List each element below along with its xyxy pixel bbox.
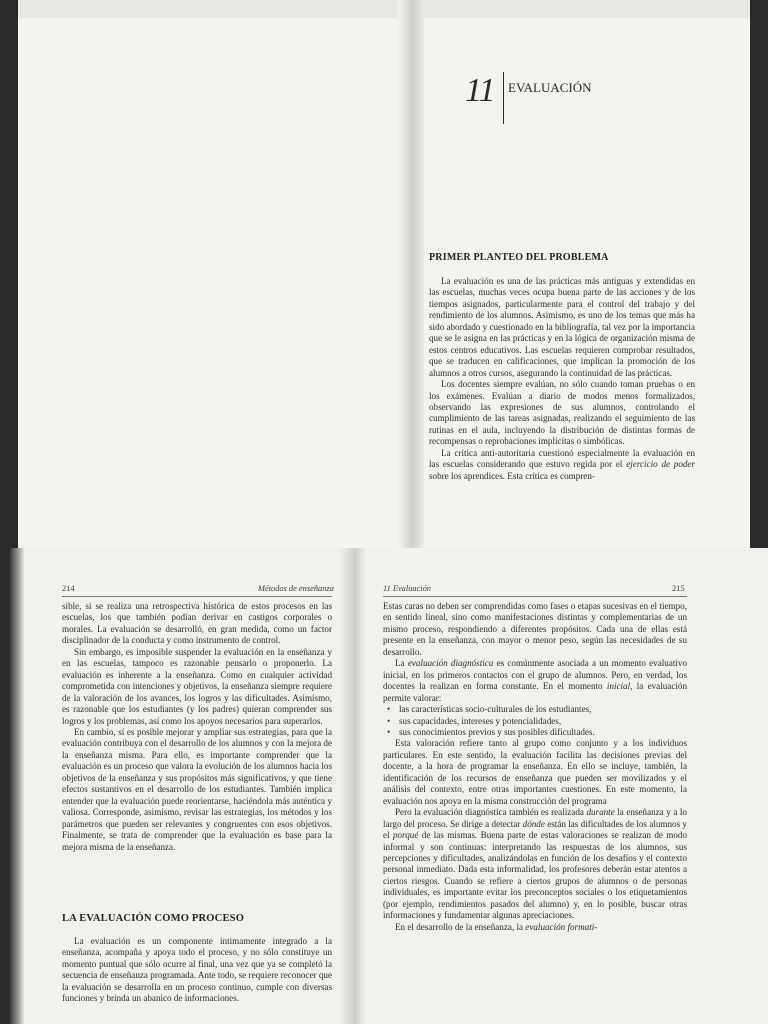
paragraph: La evaluación es un componente íntimamente integrado a la enseñanza, acompaña y apoya todo el proceso, y no sólo constituye un momento puntual que sólo ocurre al final, una vez que ya se completó la secuencia de enseñanza programada. Ante todo, se requiere reconocer que la evaluación se desarrolla en un proceso continuo, cumple con diversas funciones y brinda un abanico de informaciones. [62, 936, 332, 1004]
paragraph: sible, si se realiza una retrospectiva histórica de estos procesos en las escuelas, los que también podían derivar en castigos corporales o morales. La evaluación se desarrolló, en gran medida, como un factor disciplinador de la conducta y como instrumento de control. [62, 601, 332, 646]
list-item: • sus capacidades, intereses y potencialidades, [393, 716, 687, 727]
chapter-title: EVALUACIÓN [508, 80, 592, 95]
page-number: 215 [672, 584, 685, 593]
running-head: 11 Evaluación [383, 584, 431, 593]
chapter-number: 11 [465, 72, 495, 109]
header-rule [383, 596, 687, 597]
paragraph: La evaluación es una de las prácticas más antiguas y extendidas en las escuelas, muchas veces ocupa buena parte de las acciones y de los tiempos asignados, particularmente para el control del trabajo y del rendimiento de los alumnos. Asimismo, es uno de los temas que más ha sido abordado y cuestionado en la bibliografía, tal vez por la importancia que se le asigna en las prácticas y en la lógica de organización misma de estos centros educativos. Las escuelas requieren comprobar resultados, que se traducen en calificaciones, que implican la promoción de los alumnos a otros cursos, asegurando la continuidad de las prácticas. [429, 276, 695, 378]
paragraph: Estas caras no deben ser comprendidas como fases o etapas sucesivas en el tiempo, en sentido lineal, sino como manifestaciones distintas y complementarias de un mismo proceso, respondiendo a diferentes propósitos. Cada una de ellas está presente en la enseñanza, con mayor o menor peso, según las necesidades de su desarrollo. [383, 601, 687, 657]
binding-shadow [398, 0, 424, 548]
paragraph: En cambio, sí es posible mejorar y ampliar sus estrategias, para que la evaluación contribuya con el desarrollo de los alumnos y con la mejora de la enseñanza misma. Para ello, es importante comprender que la evaluación es un proceso que valora la evolución de los alumnos hacia los objetivos de la enseñanza y sus propósitos más significativos, y que tiene efectos sustantivos en el desarrollo de los estudiantes. También implica entender que la evaluación puede reorientarse, haciéndola más auténtica y valiosa. Corresponde, asimismo, revisar las estrategias, los métodos y los parámetros que pueden ser relevantes y congruentes con esos objetivos. Finalmente, se trata de comprender que la evaluación es base para la mejora misma de la enseñanza. [62, 726, 332, 852]
paragraph: La crítica anti-autoritaria cuestionó especialmente la evaluación en las escuelas considerando que estuvo regida por el ejercicio de poder sobre los aprendices. Esta crítica es compren- [429, 447, 695, 481]
list-item: • sus conocimientos previos y sus posibles dificultades. [393, 727, 687, 738]
top-page-body [429, 276, 695, 482]
page-edge [18, 0, 750, 18]
paragraph: Esta valoración refiere tanto al grupo como conjunto y a los individuos particulares. En este sentido, la evaluación facilita las decisiones previas del docente, a la hora de programar la enseñanza. En ello se incluye, también, la identificación de los recursos de enseñanza que pueden ser movilizados y el análisis del contexto, entre otras importantes cuestiones. En este momento, la evaluación nos apoya en la misma construcción del programa [383, 738, 687, 806]
right-page-body [383, 601, 687, 933]
paragraph: Sin embargo, es imposible suspender la evaluación en la enseñanza y en las escuelas, tampoco es razonable pensarlo o proponerlo. La evaluación es inherente a la enseñanza. Como en cualquier actividad comprometida con intenciones y objetivos, la enseñanza siempre requiere de la valoración de los avances, los logros y las dificultades. Asimismo, es razonable que los estudiantes (y los padres) quieran comprender sus logros y los problemas, así como los apoyos necesarios para superarlos. [62, 646, 332, 726]
list-item: • las características socio-culturales de los estudiantes, [393, 704, 687, 715]
running-head: Métodos de enseñanza [258, 584, 334, 593]
page-edge-shadow [10, 548, 24, 1024]
page-number: 214 [62, 584, 75, 593]
chapter-divider [503, 72, 504, 124]
bullet-list [383, 704, 687, 738]
section-heading: LA EVALUACIÓN COMO PROCESO [62, 913, 245, 924]
paragraph: Los docentes siempre evalúan, no sólo cuando toman pruebas o en los exámenes. Evalúan a diario de modos menos formalizados, observando las expresiones de sus alumnos, controlando el cumplimiento de las tareas asignadas, realizando el seguimiento de las rutinas en el aula, incluyendo la distribución de distintas formas de recompensas o reprobaciones implícitas o simbólicas. [429, 379, 695, 447]
left-page-body-2 [62, 936, 332, 1005]
header-rule [62, 596, 332, 597]
paragraph: La evaluación diagnóstica es comúnmente asociada a un momento evaluativo inicial, en los primeros contactos con el grupo de alumnos. Pero, en verdad, los docentes la realizan en forma constante. En el momento inicial, la evaluación permite valorar: [383, 658, 688, 703]
section-heading: PRIMER PLANTEO DEL PROBLEMA [429, 252, 609, 263]
paragraph: Pero la evaluación diagnóstica también es realizada durante la enseñanza y a lo largo del proceso. Se dirige a detectar dónde están las dificultades de los alumnos y el porqué de las mismas. Buena parte de estas valoraciones se realizan de modo informal y son continuas: interpretando las respuestas de los alumnos, sus percepciones y dificultades, analizándolas en función de los desafíos y el contexto personal inmediato. Dada esta informalidad, los profesores deberán estar atentos a ciertos riesgos. Cuando se refiere a ciertos grupos de alumnos o de personas individuales, es importante evitar los preconceptos sociales o los etiquetamientos (por ejemplo, rendimientos pasados del alumno) y, en lo posible, buscar otras informaciones y fundamentar algunas apreciaciones. [383, 807, 687, 921]
left-page-body [62, 601, 332, 853]
paragraph: En el desarrollo de la enseñanza, la evaluación formati- [395, 921, 598, 932]
binding-shadow [340, 548, 366, 1024]
